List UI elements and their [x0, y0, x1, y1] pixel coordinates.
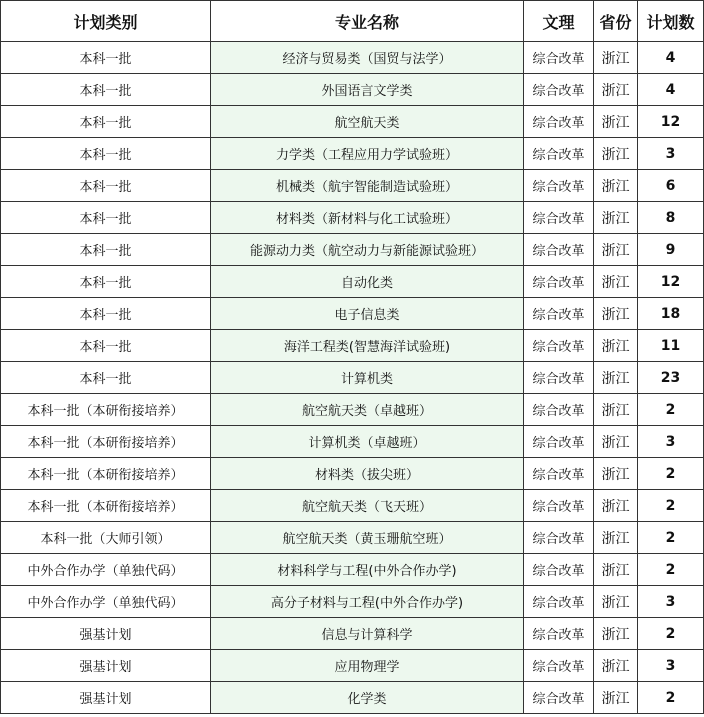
cell-count: 2	[638, 554, 704, 586]
cell-track: 综合改革	[524, 586, 594, 618]
cell-province: 浙江	[594, 234, 638, 266]
header-category: 计划类别	[1, 1, 211, 42]
cell-track: 综合改革	[524, 618, 594, 650]
header-track: 文理	[524, 1, 594, 42]
cell-province: 浙江	[594, 426, 638, 458]
cell-major: 外国语言文学类	[211, 74, 524, 106]
cell-category: 本科一批（本研衔接培养）	[1, 426, 211, 458]
cell-major: 自动化类	[211, 266, 524, 298]
cell-category: 本科一批	[1, 298, 211, 330]
table-row	[1, 362, 704, 394]
table-row	[1, 394, 704, 426]
cell-province: 浙江	[594, 202, 638, 234]
cell-province: 浙江	[594, 362, 638, 394]
cell-major: 能源动力类（航空动力与新能源试验班）	[211, 234, 524, 266]
cell-major: 计算机类	[211, 362, 524, 394]
cell-province: 浙江	[594, 106, 638, 138]
cell-province: 浙江	[594, 42, 638, 74]
cell-count: 9	[638, 234, 704, 266]
cell-major: 电子信息类	[211, 298, 524, 330]
table-row	[1, 106, 704, 138]
table-row	[1, 554, 704, 586]
cell-count: 4	[638, 74, 704, 106]
cell-count: 3	[638, 138, 704, 170]
cell-major: 化学类	[211, 682, 524, 714]
cell-major: 材料类（新材料与化工试验班）	[211, 202, 524, 234]
cell-track: 综合改革	[524, 394, 594, 426]
cell-major: 航空航天类	[211, 106, 524, 138]
table-row	[1, 490, 704, 522]
cell-count: 4	[638, 42, 704, 74]
cell-major: 航空航天类（卓越班）	[211, 394, 524, 426]
header-province: 省份	[594, 1, 638, 42]
table-row	[1, 138, 704, 170]
cell-major: 应用物理学	[211, 650, 524, 682]
cell-major: 航空航天类（黄玉珊航空班）	[211, 522, 524, 554]
cell-count: 3	[638, 426, 704, 458]
cell-category: 本科一批	[1, 74, 211, 106]
table-row	[1, 234, 704, 266]
header-count: 计划数	[638, 1, 704, 42]
table-row	[1, 586, 704, 618]
cell-category: 本科一批	[1, 42, 211, 74]
cell-major: 信息与计算科学	[211, 618, 524, 650]
cell-track: 综合改革	[524, 202, 594, 234]
cell-category: 本科一批（本研衔接培养）	[1, 490, 211, 522]
cell-count: 8	[638, 202, 704, 234]
cell-track: 综合改革	[524, 74, 594, 106]
cell-category: 本科一批	[1, 234, 211, 266]
table-row	[1, 650, 704, 682]
cell-count: 12	[638, 106, 704, 138]
cell-province: 浙江	[594, 490, 638, 522]
cell-category: 中外合作办学（单独代码）	[1, 554, 211, 586]
cell-province: 浙江	[594, 682, 638, 714]
table-row	[1, 266, 704, 298]
cell-province: 浙江	[594, 618, 638, 650]
table-row	[1, 42, 704, 74]
cell-major: 海洋工程类(智慧海洋试验班)	[211, 330, 524, 362]
cell-major: 高分子材料与工程(中外合作办学)	[211, 586, 524, 618]
cell-category: 本科一批	[1, 138, 211, 170]
cell-province: 浙江	[594, 170, 638, 202]
cell-track: 综合改革	[524, 682, 594, 714]
cell-category: 本科一批	[1, 362, 211, 394]
cell-count: 2	[638, 682, 704, 714]
cell-category: 本科一批（本研衔接培养）	[1, 394, 211, 426]
header-row	[1, 1, 704, 42]
cell-count: 3	[638, 586, 704, 618]
cell-track: 综合改革	[524, 170, 594, 202]
cell-track: 综合改革	[524, 266, 594, 298]
cell-category: 本科一批	[1, 106, 211, 138]
cell-category: 本科一批	[1, 266, 211, 298]
table-row	[1, 330, 704, 362]
cell-track: 综合改革	[524, 298, 594, 330]
cell-major: 材料科学与工程(中外合作办学)	[211, 554, 524, 586]
cell-province: 浙江	[594, 554, 638, 586]
table-row	[1, 74, 704, 106]
cell-track: 综合改革	[524, 362, 594, 394]
cell-major: 计算机类（卓越班）	[211, 426, 524, 458]
cell-major: 航空航天类（飞天班）	[211, 490, 524, 522]
cell-track: 综合改革	[524, 490, 594, 522]
cell-track: 综合改革	[524, 426, 594, 458]
header-major: 专业名称	[211, 1, 524, 42]
cell-category: 本科一批	[1, 170, 211, 202]
cell-count: 11	[638, 330, 704, 362]
cell-province: 浙江	[594, 266, 638, 298]
cell-track: 综合改革	[524, 522, 594, 554]
cell-track: 综合改革	[524, 234, 594, 266]
table-row	[1, 426, 704, 458]
cell-track: 综合改革	[524, 330, 594, 362]
cell-category: 本科一批	[1, 202, 211, 234]
cell-province: 浙江	[594, 458, 638, 490]
cell-province: 浙江	[594, 74, 638, 106]
cell-count: 12	[638, 266, 704, 298]
cell-major: 经济与贸易类（国贸与法学）	[211, 42, 524, 74]
table-body	[1, 42, 704, 714]
cell-count: 18	[638, 298, 704, 330]
cell-count: 2	[638, 618, 704, 650]
cell-category: 强基计划	[1, 682, 211, 714]
cell-track: 综合改革	[524, 554, 594, 586]
cell-province: 浙江	[594, 522, 638, 554]
table-row	[1, 458, 704, 490]
cell-province: 浙江	[594, 138, 638, 170]
cell-count: 2	[638, 490, 704, 522]
cell-category: 强基计划	[1, 618, 211, 650]
cell-province: 浙江	[594, 330, 638, 362]
cell-province: 浙江	[594, 650, 638, 682]
table-row	[1, 682, 704, 714]
cell-track: 综合改革	[524, 458, 594, 490]
cell-major: 材料类（拔尖班）	[211, 458, 524, 490]
cell-track: 综合改革	[524, 106, 594, 138]
cell-province: 浙江	[594, 394, 638, 426]
cell-count: 2	[638, 522, 704, 554]
cell-track: 综合改革	[524, 138, 594, 170]
cell-count: 3	[638, 650, 704, 682]
table-row	[1, 522, 704, 554]
cell-count: 2	[638, 394, 704, 426]
cell-count: 6	[638, 170, 704, 202]
cell-track: 综合改革	[524, 42, 594, 74]
cell-major: 机械类（航宇智能制造试验班）	[211, 170, 524, 202]
cell-province: 浙江	[594, 586, 638, 618]
cell-count: 2	[638, 458, 704, 490]
cell-track: 综合改革	[524, 650, 594, 682]
table-row	[1, 618, 704, 650]
cell-category: 本科一批（大师引领）	[1, 522, 211, 554]
table-row	[1, 298, 704, 330]
cell-category: 强基计划	[1, 650, 211, 682]
table-row	[1, 202, 704, 234]
cell-category: 本科一批（本研衔接培养）	[1, 458, 211, 490]
cell-category: 中外合作办学（单独代码）	[1, 586, 211, 618]
cell-count: 23	[638, 362, 704, 394]
cell-province: 浙江	[594, 298, 638, 330]
cell-major: 力学类（工程应用力学试验班）	[211, 138, 524, 170]
cell-category: 本科一批	[1, 330, 211, 362]
table-row	[1, 170, 704, 202]
